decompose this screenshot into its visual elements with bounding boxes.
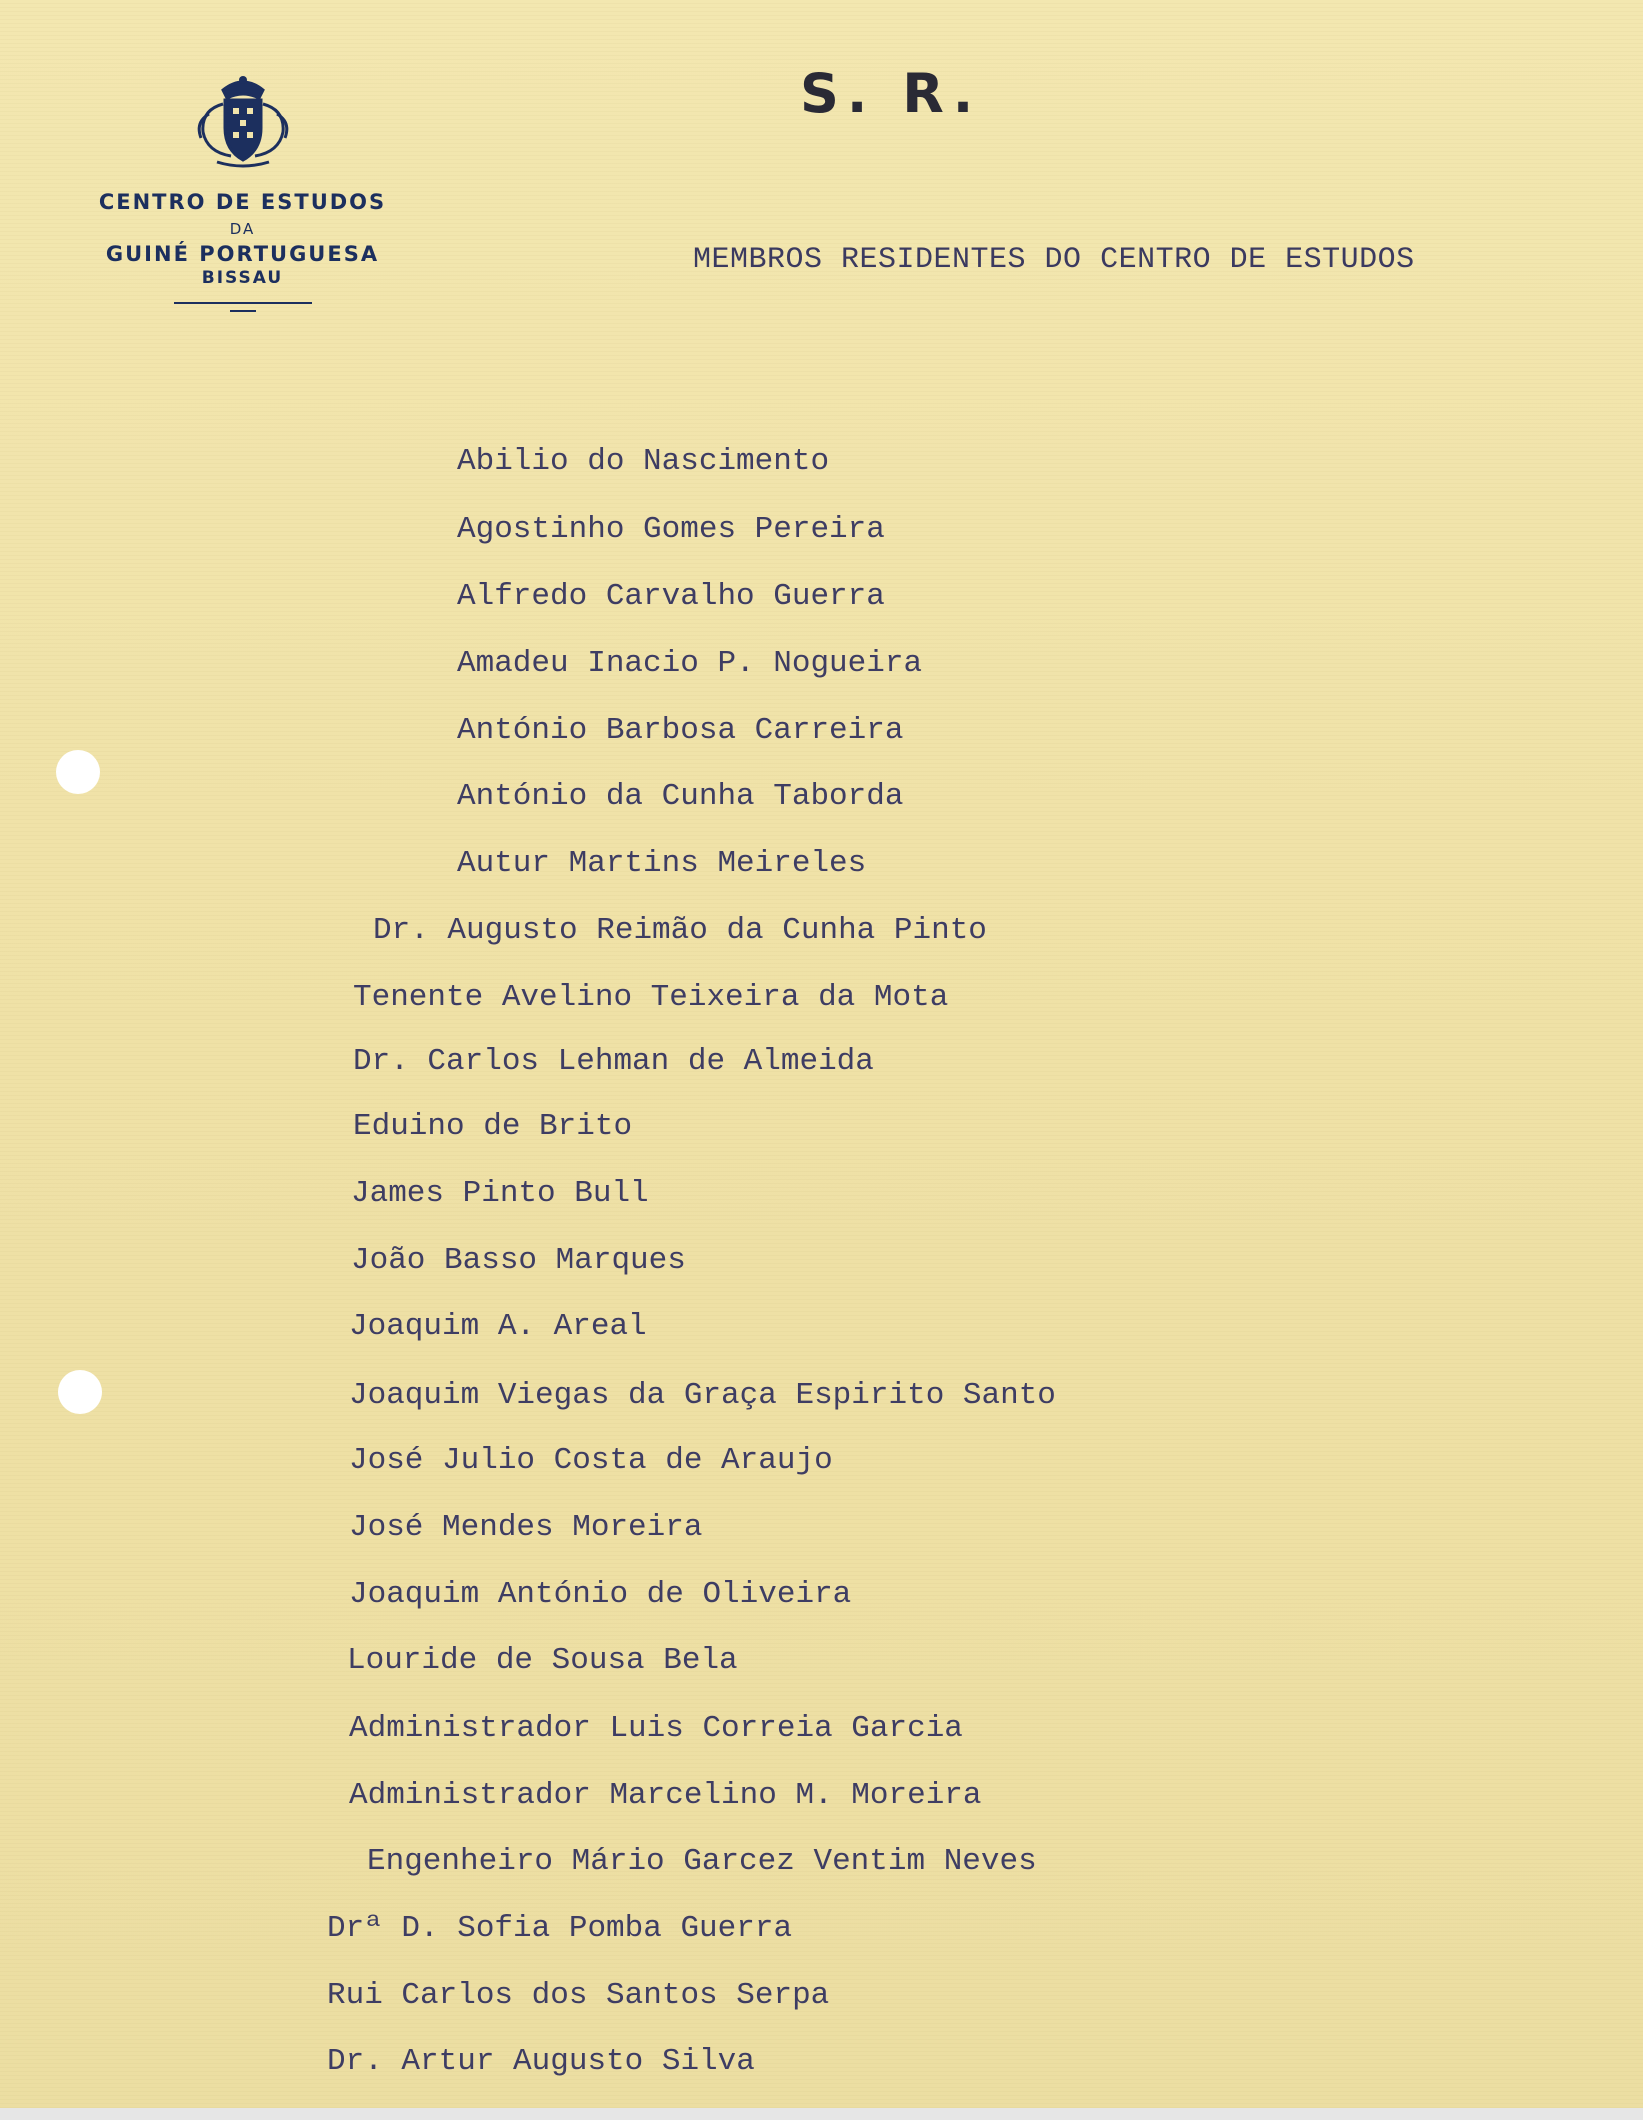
letterhead-rule-short — [230, 310, 256, 312]
punch-hole — [56, 750, 100, 794]
member-name: José Julio Costa de Araujo — [349, 1443, 833, 1478]
member-name: Dr. Carlos Lehman de Almeida — [353, 1044, 874, 1079]
letterhead-line-1: CENTRO DE ESTUDOS — [98, 190, 387, 214]
member-name: Administrador Marcelino M. Moreira — [349, 1778, 982, 1813]
member-name: João Basso Marques — [351, 1243, 686, 1278]
letterhead-line-3: GUINÉ PORTUGUESA — [105, 242, 380, 266]
member-name: Alfredo Carvalho Guerra — [457, 579, 885, 614]
member-name: António da Cunha Taborda — [457, 779, 904, 814]
member-name: Louride de Sousa Bela — [347, 1643, 738, 1678]
letterhead-line-4: BISSAU — [201, 268, 284, 288]
letterhead — [70, 70, 415, 312]
member-name: James Pinto Bull — [351, 1176, 649, 1211]
member-name: Dr. Augusto Reimão da Cunha Pinto — [373, 913, 987, 948]
document-title: MEMBROS RESIDENTES DO CENTRO DE ESTUDOS — [693, 243, 1415, 277]
member-name: Agostinho Gomes Pereira — [457, 512, 885, 547]
member-name: Joaquim António de Oliveira — [349, 1577, 852, 1612]
member-name: António Barbosa Carreira — [457, 713, 904, 748]
member-name: Amadeu Inacio P. Nogueira — [457, 646, 923, 681]
coat-of-arms-icon — [187, 70, 299, 170]
member-name: Joaquim A. Areal — [349, 1309, 647, 1344]
scan-bottom-edge — [0, 2108, 1643, 2120]
member-name: Joaquim Viegas da Graça Espirito Santo — [349, 1378, 1056, 1413]
stamp-sr: S. R. — [800, 62, 982, 125]
member-name: Dr. Artur Augusto Silva — [327, 2044, 755, 2079]
member-name: Eduino de Brito — [353, 1109, 633, 1144]
punch-hole — [58, 1370, 102, 1414]
member-name: Engenheiro Mário Garcez Ventim Neves — [367, 1844, 1037, 1879]
member-name: Drª D. Sofia Pomba Guerra — [327, 1911, 793, 1946]
member-name: Abilio do Nascimento — [457, 444, 830, 479]
member-name: José Mendes Moreira — [349, 1510, 703, 1545]
member-name: Autur Martins Meireles — [457, 846, 867, 881]
member-name: Administrador Luis Correia Garcia — [349, 1711, 963, 1746]
member-name: Rui Carlos dos Santos Serpa — [327, 1978, 830, 2013]
member-name: Tenente Avelino Teixeira da Mota — [353, 980, 949, 1015]
letterhead-rule — [174, 302, 312, 304]
letterhead-line-2: DA — [229, 220, 256, 238]
